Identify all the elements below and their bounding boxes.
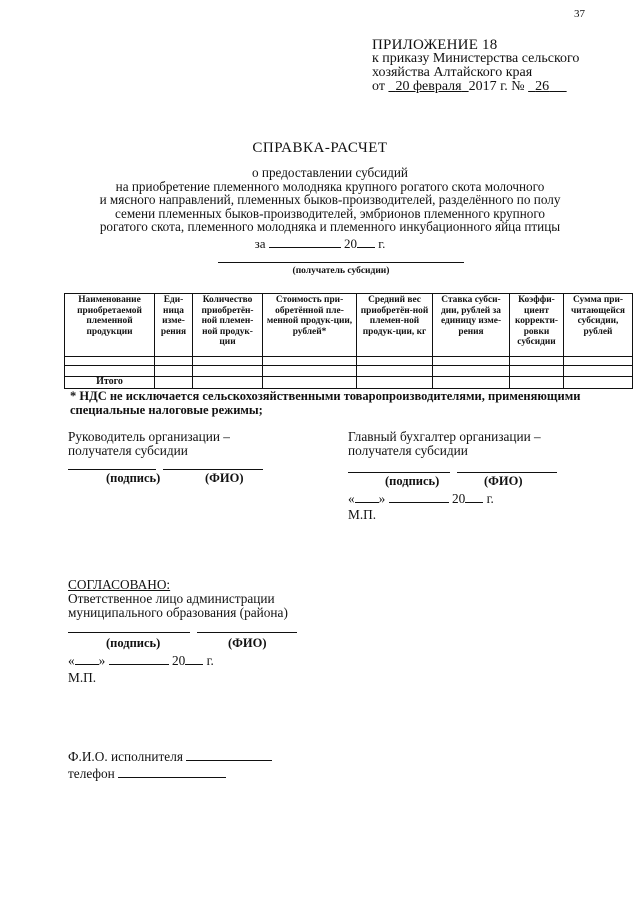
subtitle-line: семени племенных быков-производителей, эмбрионов племенного крупного bbox=[114, 205, 546, 221]
table-cell[interactable] bbox=[433, 366, 510, 377]
table-cell[interactable] bbox=[564, 366, 633, 377]
chief-month-blank[interactable] bbox=[389, 502, 449, 503]
head-title-line-2: получателя субсидии bbox=[68, 443, 188, 458]
table-row bbox=[65, 357, 633, 366]
year-suffix: г. bbox=[486, 491, 494, 506]
table-cell[interactable] bbox=[357, 377, 433, 389]
approval-day-blank[interactable] bbox=[75, 664, 99, 665]
period-line bbox=[0, 236, 640, 252]
header-cell: Еди-ница изме-рения bbox=[155, 294, 193, 357]
subtitle-line: и мясного направлений, племенных быков-производителей, разделённого по полу bbox=[99, 192, 561, 208]
approval-date-line bbox=[68, 654, 214, 668]
chief-fio-line[interactable] bbox=[457, 472, 557, 473]
head-fio-line[interactable] bbox=[163, 469, 263, 470]
approval-block bbox=[68, 578, 368, 620]
total-label: Итого bbox=[65, 377, 155, 389]
head-title-line-1: Руководитель организации – bbox=[68, 429, 230, 444]
table-cell[interactable] bbox=[65, 357, 155, 366]
recipient-line[interactable] bbox=[218, 262, 464, 263]
chief-year-blank[interactable] bbox=[465, 502, 483, 503]
period-prefix: за bbox=[254, 236, 266, 251]
table-cell[interactable] bbox=[155, 377, 193, 389]
period-suffix: г. bbox=[378, 236, 386, 251]
table-cell[interactable] bbox=[193, 357, 263, 366]
header-cell: Количество приобретён-ной племен-ной продук-ции bbox=[193, 294, 263, 357]
chief-signature-block bbox=[348, 430, 608, 458]
executor-name-line bbox=[68, 750, 272, 764]
executor-phone-blank[interactable] bbox=[118, 777, 226, 778]
approval-year-blank[interactable] bbox=[185, 664, 203, 665]
chief-title-line-2: получателя субсидии bbox=[348, 443, 468, 458]
document-subtitle bbox=[70, 166, 590, 234]
table-cell[interactable] bbox=[155, 366, 193, 377]
table-cell[interactable] bbox=[510, 377, 564, 389]
appendix-date: 20 февраля bbox=[395, 79, 462, 94]
period-year-blank[interactable] bbox=[357, 247, 375, 248]
approval-fio-line[interactable] bbox=[197, 632, 297, 633]
table-cell[interactable] bbox=[193, 377, 263, 389]
table-cell[interactable] bbox=[510, 366, 564, 377]
table-cell[interactable] bbox=[65, 366, 155, 377]
executor-phone-line bbox=[68, 767, 226, 781]
table-cell[interactable] bbox=[263, 366, 357, 377]
subtitle-line: о предоставлении субсидий bbox=[252, 165, 408, 180]
year-suffix: г. bbox=[206, 653, 214, 668]
chief-title-line-1: Главный бухгалтер организации – bbox=[348, 429, 541, 444]
approval-line-1: Ответственное лицо администрации bbox=[68, 591, 275, 606]
appendix-number: 26 bbox=[535, 79, 550, 94]
footnote: * НДС не исключается сельскохозяйственными товаропроизводителями, применяющими специальные налоговые режимы; bbox=[70, 389, 581, 417]
table-cell[interactable] bbox=[564, 377, 633, 389]
header-cell: Стоимость при-обретённой пле-менной продук-ции, рублей* bbox=[263, 294, 357, 357]
table-cell[interactable] bbox=[263, 377, 357, 389]
appendix-block bbox=[372, 38, 579, 94]
appendix-title: ПРИЛОЖЕНИЕ 18 bbox=[372, 37, 498, 53]
executor-name-blank[interactable] bbox=[186, 760, 272, 761]
table-row bbox=[65, 366, 633, 377]
table-total-row bbox=[65, 377, 633, 389]
header-cell: Наименование приобретаемой племенной продукции bbox=[65, 294, 155, 357]
appendix-year: 2017 г. № bbox=[468, 79, 525, 94]
page-number: 37 bbox=[574, 8, 585, 20]
head-sign-label: (подпись) bbox=[106, 471, 161, 485]
appendix-line-2: хозяйства Алтайского края bbox=[372, 65, 533, 80]
chief-stamp: М.П. bbox=[348, 507, 377, 522]
executor-phone-label: телефон bbox=[68, 766, 115, 781]
table-cell[interactable] bbox=[433, 377, 510, 389]
head-signature-block bbox=[68, 430, 308, 458]
header-cell: Сумма при-читающейся субсидии, рублей bbox=[564, 294, 633, 357]
header-cell: Ставка субси-дии, рублей за единицу изме-рения bbox=[433, 294, 510, 357]
table-cell[interactable] bbox=[564, 357, 633, 366]
head-sign-line[interactable] bbox=[68, 469, 156, 470]
table-cell[interactable] bbox=[357, 366, 433, 377]
approval-month-blank[interactable] bbox=[109, 664, 169, 665]
chief-day-blank[interactable] bbox=[355, 502, 379, 503]
approval-stamp: М.П. bbox=[68, 670, 97, 685]
table-cell[interactable] bbox=[357, 357, 433, 366]
executor-name-label: Ф.И.О. исполнителя bbox=[68, 749, 183, 764]
table-cell[interactable] bbox=[193, 366, 263, 377]
chief-fio-label: (ФИО) bbox=[484, 474, 523, 488]
quote-close: » bbox=[378, 491, 386, 506]
period-blank[interactable] bbox=[269, 247, 341, 248]
approval-sign-line[interactable] bbox=[68, 632, 190, 633]
document-title: СПРАВКА-РАСЧЕТ bbox=[252, 140, 388, 156]
period-year: 20 bbox=[344, 236, 358, 251]
approval-title: СОГЛАСОВАНО: bbox=[68, 577, 171, 592]
appendix-date-line bbox=[372, 80, 579, 94]
approval-fio-label: (ФИО) bbox=[228, 636, 267, 650]
recipient-label: (получатель субсидии) bbox=[292, 266, 390, 276]
table-header-row bbox=[65, 294, 633, 357]
approval-line-2: муниципального образования (района) bbox=[68, 605, 288, 620]
year-prefix: 20 bbox=[171, 653, 186, 668]
head-fio-label: (ФИО) bbox=[205, 471, 244, 485]
table-cell[interactable] bbox=[155, 357, 193, 366]
table-cell[interactable] bbox=[433, 357, 510, 366]
quote-open: « bbox=[348, 491, 355, 506]
table-cell[interactable] bbox=[510, 357, 564, 366]
approval-sign-label: (подпись) bbox=[106, 636, 161, 650]
quote-open: « bbox=[68, 653, 75, 668]
header-cell: Средний вес приобретён-ной племен-ной продук-ции, кг bbox=[357, 294, 433, 357]
chief-sign-label: (подпись) bbox=[385, 474, 440, 488]
subtitle-line: на приобретение племенного молодняка крупного рогатого скота молочного bbox=[115, 178, 545, 194]
appendix-from: от bbox=[372, 79, 385, 94]
chief-date-line bbox=[348, 492, 494, 506]
quote-close: » bbox=[98, 653, 106, 668]
appendix-line-1: к приказу Министерства сельского bbox=[372, 51, 580, 66]
subtitle-line: рогатого скота, племенного молодняка и племенного инкубационного яйца птицы bbox=[99, 219, 561, 235]
year-prefix: 20 bbox=[451, 491, 466, 506]
header-cell: Коэффи-циент корректи-ровки субсидии bbox=[510, 294, 564, 357]
chief-sign-line[interactable] bbox=[348, 472, 450, 473]
subsidy-table bbox=[64, 293, 633, 389]
table-cell[interactable] bbox=[263, 357, 357, 366]
